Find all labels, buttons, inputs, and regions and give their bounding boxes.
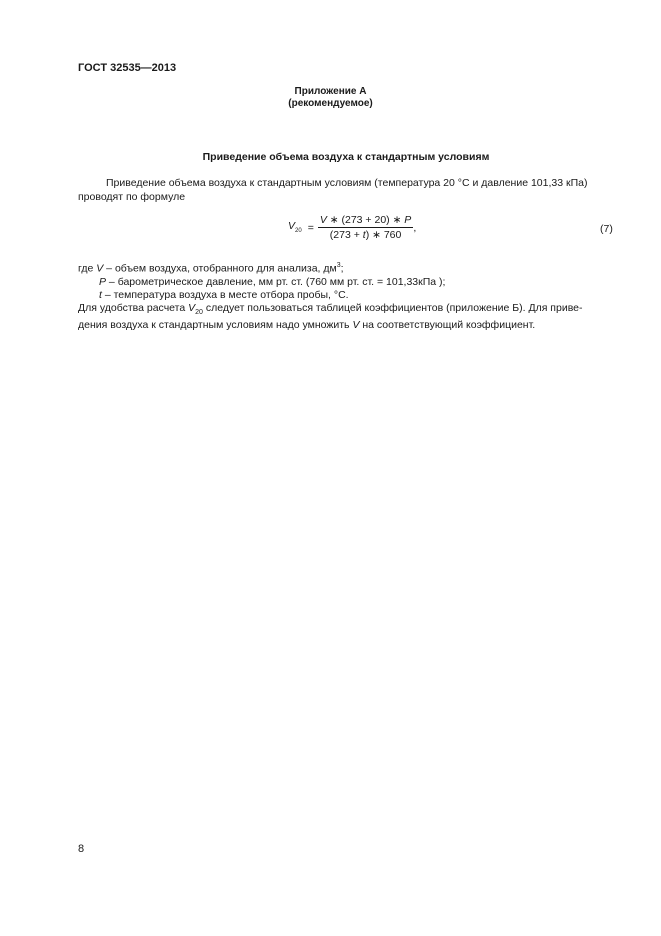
definition-v-end: ;	[340, 262, 344, 275]
numerator-v: V	[319, 214, 327, 226]
intro-line-2: проводят по формуле	[78, 191, 186, 203]
denominator-rest: ) ∗ 760	[365, 229, 402, 241]
denominator-t: t	[362, 229, 366, 241]
denominator-open: (273 +	[329, 229, 363, 241]
formula-lhs	[288, 220, 302, 234]
formula-trailing-comma: ,	[413, 221, 417, 234]
numerator-rest: ∗ (273 + 20) ∗	[326, 214, 405, 226]
definition-p-var: P	[99, 275, 107, 288]
definition-v-var: V	[96, 262, 104, 275]
intro-line-1: Приведение объема воздуха к стандартным условиям (температура 20 °С и давление 101,33 кПа)	[106, 177, 588, 189]
note-sub: 20	[195, 308, 203, 316]
coefficient-note-line-1	[78, 302, 616, 319]
note2-text-b: на соответствующий коэффициент.	[359, 318, 536, 331]
formula-fraction	[318, 214, 413, 241]
standard-code: ГОСТ 32535—2013	[78, 62, 177, 74]
definition-prefix: где	[78, 262, 97, 275]
appendix-heading	[0, 86, 661, 110]
formula	[288, 214, 416, 241]
appendix-title: Приложение А	[294, 86, 367, 97]
coefficient-note-line-2	[78, 319, 616, 332]
definition-v	[78, 259, 616, 276]
formula-lhs-var: V	[288, 220, 296, 233]
formula-equals: =	[307, 221, 314, 234]
appendix-subtitle: (рекомендуемое)	[288, 98, 373, 109]
definition-t-text: – температура воздуха в месте отбора пробы, °С.	[101, 288, 349, 301]
section-title: Приведение объема воздуха к стандартным условиям	[202, 151, 490, 163]
definition-p-text: – барометрическое давление, мм рт. ст. (760 мм рт. ст. = 101,33кПа );	[106, 275, 446, 288]
definition-p	[78, 276, 616, 289]
note-text-b: следует пользоваться таблицей коэффициентов (приложение Б). Для приве-	[202, 301, 583, 314]
note2-text-a: дения воздуха к стандартным условиям надо умножить	[78, 318, 353, 331]
definition-t	[78, 289, 616, 302]
formula-lhs-sub: 20	[295, 228, 302, 235]
formula-denominator	[328, 228, 404, 241]
formula-number: (7)	[600, 223, 613, 235]
numerator-p: P	[404, 214, 412, 226]
page-number: 8	[78, 843, 85, 855]
note2-var: V	[352, 318, 360, 331]
note-var: V	[188, 301, 196, 314]
definitions	[78, 259, 616, 332]
note-text-a: Для удобства расчета	[78, 301, 189, 314]
definition-v-text: – объем воздуха, отобранного для анализа, дм	[103, 262, 337, 275]
definition-t-var: t	[99, 288, 102, 301]
definition-v-sup: 3	[336, 262, 341, 269]
intro-paragraph	[78, 176, 616, 204]
formula-numerator	[318, 214, 413, 228]
